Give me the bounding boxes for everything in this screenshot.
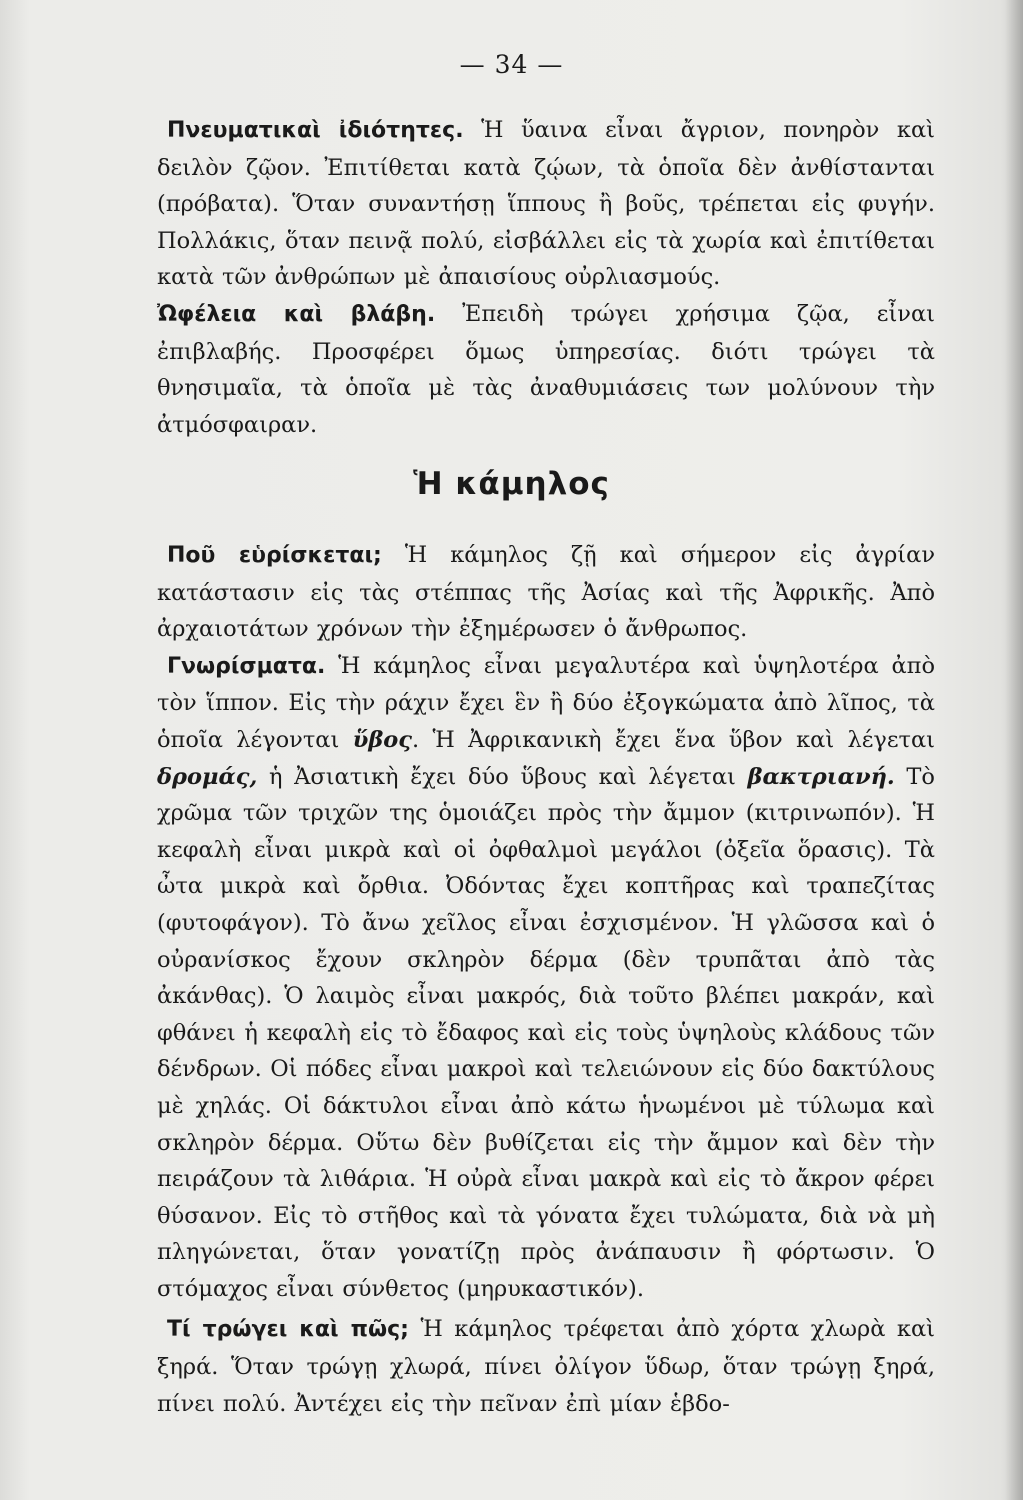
term-hump: ὕβος bbox=[352, 726, 412, 753]
paragraph-lead: Πνευματικαὶ ἰδιότητες. bbox=[167, 118, 464, 143]
page-spine-shadow bbox=[1005, 0, 1023, 1500]
paragraph-text: Ἡ κάμηλος εἶναι μεγαλυτέρα καὶ ὑψηλοτέρα ἀπὸ τὸν ἵππον. Εἰς τὴν ράχιν ἔχει ἓν ἢ δύο ἐξογκώματα ἀπὸ λῖπος, τὰ ὁποῖα λέγονται bbox=[157, 652, 935, 753]
paragraph-features bbox=[157, 648, 935, 1308]
paragraph-lead: Τί τρώγει καὶ πῶς; bbox=[167, 1317, 409, 1343]
page-number: — 34 — bbox=[459, 50, 564, 79]
section-title: Ἡ κάμηλος bbox=[413, 466, 610, 502]
paragraph-mental-traits bbox=[157, 112, 935, 296]
term-bactrian: βακτριανή. bbox=[747, 763, 895, 790]
paragraph-text: Ἡ κάμηλος τρέφεται ἀπὸ χόρτα χλωρὰ καὶ ξηρά. Ὅταν τρώγῃ χλωρά, πίνει ὀλίγον ὕδωρ, ὅταν τρώγῃ ξηρά, πίνει πολύ. Ἀντέχει εἰς τὴν πεῖναν ἐπὶ μίαν ἑβδο- bbox=[157, 1316, 936, 1417]
paragraph-lead: Γνωρίσματα. bbox=[167, 653, 326, 679]
paragraph-text: . Ἡ Ἀφρικανικὴ ἔχει ἕνα ὕβον καὶ λέγεται bbox=[411, 726, 935, 753]
paragraph-diet bbox=[157, 1311, 935, 1422]
intro-text-block bbox=[157, 112, 935, 443]
paragraph-text: Ἡ κάμηλος ζῇ καὶ σήμερον εἰς ἀγρίαν κατάστασιν εἰς τὰς στέππας τῆς Ἀσίας καὶ τῆς Ἀφρικῆς. Ἀπὸ ἀρχαιοτάτων χρόνων τὴν ἐξημέρωσεν ὁ ἄνθρωπος. bbox=[157, 542, 935, 643]
paragraph-text: Ἡ ὕαινα εἶναι ἄγριον, πονηρὸν καὶ δειλὸν ζῷον. Ἐπιτίθεται κατὰ ζῴων, τὰ ὁποῖα δὲν ἀνθίστανται (πρόβατα). Ὅταν συναντήσῃ ἵππους ἢ βοῦς, τρέπεται εἰς φυγήν. Πολλάκις, ὅταν πεινᾷ πολύ, εἰσβάλλει εἰς τὰ χωρία καὶ ἐπιτίθεται κατὰ τῶν ἀνθρώπων μὲ ἀπαισίους οὐρλιασμούς. bbox=[157, 117, 935, 291]
paragraph-habitat bbox=[157, 537, 935, 648]
section-text-block bbox=[157, 537, 935, 1422]
paragraph-lead: Ποῦ εὑρίσκεται; bbox=[167, 543, 382, 568]
term-dromedary: δρομάς, bbox=[157, 763, 258, 790]
paragraph-text: ἡ Ἀσιατικὴ ἔχει δύο ὕβους καὶ λέγεται bbox=[257, 763, 748, 790]
paragraph-lead: Ὠφέλεια καὶ βλάβη. bbox=[157, 301, 436, 327]
paragraph-benefit-harm bbox=[157, 296, 935, 443]
paragraph-text: Τὸ χρῶμα τῶν τριχῶν της ὁμοιάζει πρὸς τὴν ἄμμον (κιτρινωπόν). Ἡ κεφαλὴ εἶναι μικρὰ καὶ οἱ ὀφθαλμοὶ μεγάλοι (ὀξεῖα ὅρασις). Τὰ ὦτα μικρὰ καὶ ὄρθια. Ὀδόντας ἔχει κοπτῆρας καὶ τραπεζίτας (φυτοφάγον). Τὸ ἄνω χεῖλος εἶναι ἐσχισμένον. Ἡ γλῶσσα καὶ ὁ οὐρανίσκος ἔχουν σκληρὸν δέρμα (δὲν τρυπᾶται ἀπὸ τὰς ἀκάνθας). Ὁ λαιμὸς εἶναι μακρός, διὰ τοῦτο βλέπει μακράν, καὶ φθάνει ἡ κεφαλὴ εἰς τὸ ἔδαφος καὶ εἰς τοὺς ὑψηλοὺς κλάδους τῶν δένδρων. Οἱ πόδες εἶναι μακροὶ καὶ τελειώνουν εἰς δύο δακτύλους μὲ χηλάς. Οἱ δάκτυλοι εἶναι ἀπὸ κάτω ἡνωμένοι μὲ τύλωμα καὶ σκληρὸν δέρμα. Οὕτω δὲν βυθίζεται εἰς τὴν ἄμμον καὶ δὲν τὴν πειράζουν τὰ λιθάρια. Ἡ οὐρὰ εἶναι μακρὰ καὶ εἰς τὸ ἄκρον φέρει θύσανον. Εἰς τὸ στῆθος καὶ τὰ γόνατα ἔχει τυλώματα, διὰ νὰ μὴ πληγώνεται, ὅταν γονατίζῃ πρὸς ἀνάπαυσιν ἢ φόρτωσιν. Ὁ στόμαχος εἶναι σύνθετος (μηρυκαστικόν). bbox=[157, 763, 935, 1302]
paragraph-text: Ἐπειδὴ τρώγει χρήσιμα ζῷα, εἶναι ἐπιβλαβής. Προσφέρει ὅμως ὑπηρεσίας. διότι τρώγει τὰ θνησιμαῖα, τὰ ὁποῖα μὲ τὰς ἀναθυμιάσεις των μολύνουν τὴν ἀτμόσφαιραν. bbox=[157, 300, 935, 438]
